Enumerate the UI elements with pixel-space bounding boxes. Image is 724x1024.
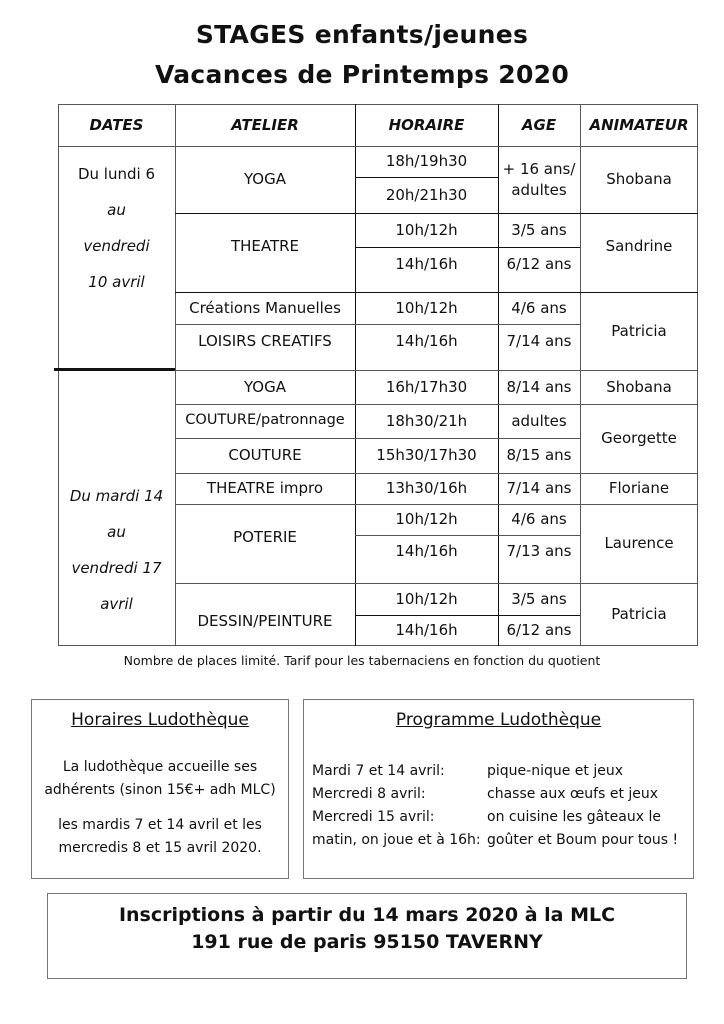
programme-item bbox=[312, 829, 693, 852]
row-divider bbox=[355, 615, 580, 616]
column-divider bbox=[355, 104, 356, 646]
dates-line: 10 avril bbox=[88, 273, 145, 291]
programme-item bbox=[312, 806, 693, 829]
animateur-cell: Shobana bbox=[606, 377, 672, 396]
header-age: AGE bbox=[521, 115, 557, 134]
horaire-cell: 18h30/21h bbox=[385, 411, 468, 430]
atelier-cell: COUTURE bbox=[228, 446, 302, 465]
age-cell: 4/6 ans bbox=[511, 298, 567, 317]
horaire-cell: 10h/12h bbox=[395, 298, 458, 317]
animateur-cell: Shobana bbox=[606, 170, 672, 189]
horaire-cell: 13h30/16h bbox=[385, 479, 468, 498]
programme-what: goûter et Boum pour tous ! bbox=[487, 832, 679, 848]
text-line: adhérents (sinon 15€+ adh MLC) bbox=[44, 782, 276, 798]
table-border bbox=[58, 645, 698, 646]
row-divider bbox=[175, 404, 698, 405]
atelier-cell: LOISIRS CREATIFS bbox=[198, 331, 332, 350]
row-divider bbox=[175, 292, 698, 293]
dates-line: avril bbox=[100, 595, 133, 613]
header-dates: DATES bbox=[89, 115, 144, 134]
horaire-cell: 14h/16h bbox=[395, 541, 458, 560]
header-atelier: ATELIER bbox=[231, 115, 299, 134]
text-line: mercredis 8 et 15 avril 2020. bbox=[58, 840, 262, 856]
box-paragraph bbox=[32, 814, 288, 860]
column-divider bbox=[580, 104, 581, 646]
dates-line: vendredi 17 bbox=[71, 559, 162, 577]
row-divider bbox=[175, 370, 698, 371]
horaire-cell: 14h/16h bbox=[395, 331, 458, 350]
row-divider bbox=[355, 177, 498, 178]
atelier-cell: POTERIE bbox=[233, 528, 297, 547]
text-line: La ludothèque accueille ses bbox=[62, 759, 258, 775]
age-cell: 3/5 ans bbox=[511, 220, 567, 239]
age-cell: 3/5 ans bbox=[511, 589, 567, 608]
dates-line: au bbox=[107, 201, 126, 219]
programme-when: Mercredi 15 avril: bbox=[312, 809, 435, 825]
animateur-cell: Patricia bbox=[611, 321, 667, 340]
age-cell: 4/6 ans bbox=[511, 510, 567, 529]
page-subtitle: Vacances de Printemps 2020 bbox=[154, 60, 570, 89]
dates-period-1 bbox=[58, 156, 175, 306]
period-divider bbox=[54, 368, 175, 371]
text-line: les mardis 7 et 14 avril et les bbox=[58, 817, 262, 833]
row-divider bbox=[355, 535, 580, 536]
age-cell: 7/14 ans bbox=[506, 479, 572, 498]
row-divider bbox=[175, 473, 698, 474]
footnote: Nombre de places limité. Tarif pour les tabernaciens en fonction du quotient bbox=[123, 653, 601, 668]
horaire-cell: 15h30/17h30 bbox=[376, 446, 477, 465]
schedule-table bbox=[58, 104, 698, 646]
age-cell: adultes bbox=[511, 411, 567, 430]
column-divider bbox=[498, 104, 499, 646]
age-cell: 7/14 ans bbox=[506, 331, 572, 350]
atelier-cell: Créations Manuelles bbox=[189, 298, 341, 317]
animateur-cell: Laurence bbox=[604, 534, 674, 553]
atelier-cell: COUTURE/patronnage bbox=[185, 412, 345, 429]
column-divider bbox=[175, 104, 176, 646]
horaire-cell: 16h/17h30 bbox=[385, 377, 468, 396]
box-paragraph bbox=[32, 756, 288, 802]
age-cell: + 16 ans/ adultes bbox=[502, 160, 576, 199]
table-border bbox=[697, 104, 698, 646]
programme-when: Mercredi 8 avril: bbox=[312, 786, 426, 802]
atelier-cell: YOGA bbox=[243, 377, 287, 396]
programme-what: pique-nique et jeux bbox=[487, 763, 624, 779]
programme-when: Mardi 7 et 14 avril: bbox=[312, 763, 445, 779]
atelier-cell: THEATRE bbox=[230, 237, 300, 256]
age-cell: 6/12 ans bbox=[506, 254, 572, 273]
row-divider bbox=[58, 146, 698, 147]
row-divider bbox=[175, 438, 580, 439]
animateur-cell: Georgette bbox=[601, 429, 677, 448]
row-divider bbox=[175, 213, 698, 214]
table-border bbox=[58, 104, 59, 646]
programme-list bbox=[312, 760, 693, 852]
programme-item bbox=[312, 760, 693, 783]
horaire-cell: 10h/12h bbox=[395, 589, 458, 608]
row-divider bbox=[355, 247, 580, 248]
programme-what: on cuisine les gâteaux le bbox=[487, 809, 661, 825]
box-title: Programme Ludothèque bbox=[395, 710, 602, 730]
row-divider bbox=[175, 324, 580, 325]
horaire-cell: 18h/19h30 bbox=[385, 152, 468, 171]
dates-line: vendredi bbox=[83, 237, 150, 255]
animateur-cell: Floriane bbox=[608, 479, 670, 498]
header-horaire: HORAIRE bbox=[388, 115, 465, 134]
age-cell: 6/12 ans bbox=[506, 621, 572, 640]
inscriptions-address: 191 rue de paris 95150 TAVERNY bbox=[191, 931, 543, 953]
page-title: STAGES enfants/jeunes bbox=[195, 20, 529, 49]
programme-ludotheque-box bbox=[303, 699, 694, 879]
animateur-cell: Patricia bbox=[611, 605, 667, 624]
atelier-cell: THEATRE impro bbox=[206, 479, 324, 498]
table-border bbox=[58, 104, 698, 105]
box-title: Horaires Ludothèque bbox=[71, 710, 249, 730]
age-cell: 7/13 ans bbox=[506, 541, 572, 560]
dates-line: Du lundi 6 bbox=[77, 165, 155, 183]
horaire-cell: 10h/12h bbox=[395, 220, 458, 239]
age-cell: 8/14 ans bbox=[506, 377, 572, 396]
age-cell: 8/15 ans bbox=[506, 446, 572, 465]
dates-period-2 bbox=[58, 478, 175, 628]
inscriptions-date: Inscriptions à partir du 14 mars 2020 à la MLC bbox=[118, 904, 616, 926]
atelier-cell: YOGA bbox=[243, 170, 287, 189]
programme-when: matin, on joue et à 16h: bbox=[312, 832, 481, 848]
row-divider bbox=[175, 583, 698, 584]
dates-line: au bbox=[107, 523, 126, 541]
horaire-cell: 14h/16h bbox=[395, 621, 458, 640]
animateur-cell: Sandrine bbox=[605, 237, 673, 256]
dates-line: Du mardi 14 bbox=[69, 487, 164, 505]
horaire-cell: 10h/12h bbox=[395, 510, 458, 529]
atelier-cell: DESSIN/PEINTURE bbox=[197, 612, 333, 631]
programme-item bbox=[312, 783, 693, 806]
row-divider bbox=[175, 504, 698, 505]
horaire-cell: 20h/21h30 bbox=[385, 185, 468, 204]
programme-what: chasse aux œufs et jeux bbox=[487, 786, 659, 802]
horaire-cell: 14h/16h bbox=[395, 254, 458, 273]
header-animateur: ANIMATEUR bbox=[589, 115, 689, 134]
horaires-ludotheque-box bbox=[31, 699, 289, 879]
inscriptions-box bbox=[47, 893, 687, 979]
